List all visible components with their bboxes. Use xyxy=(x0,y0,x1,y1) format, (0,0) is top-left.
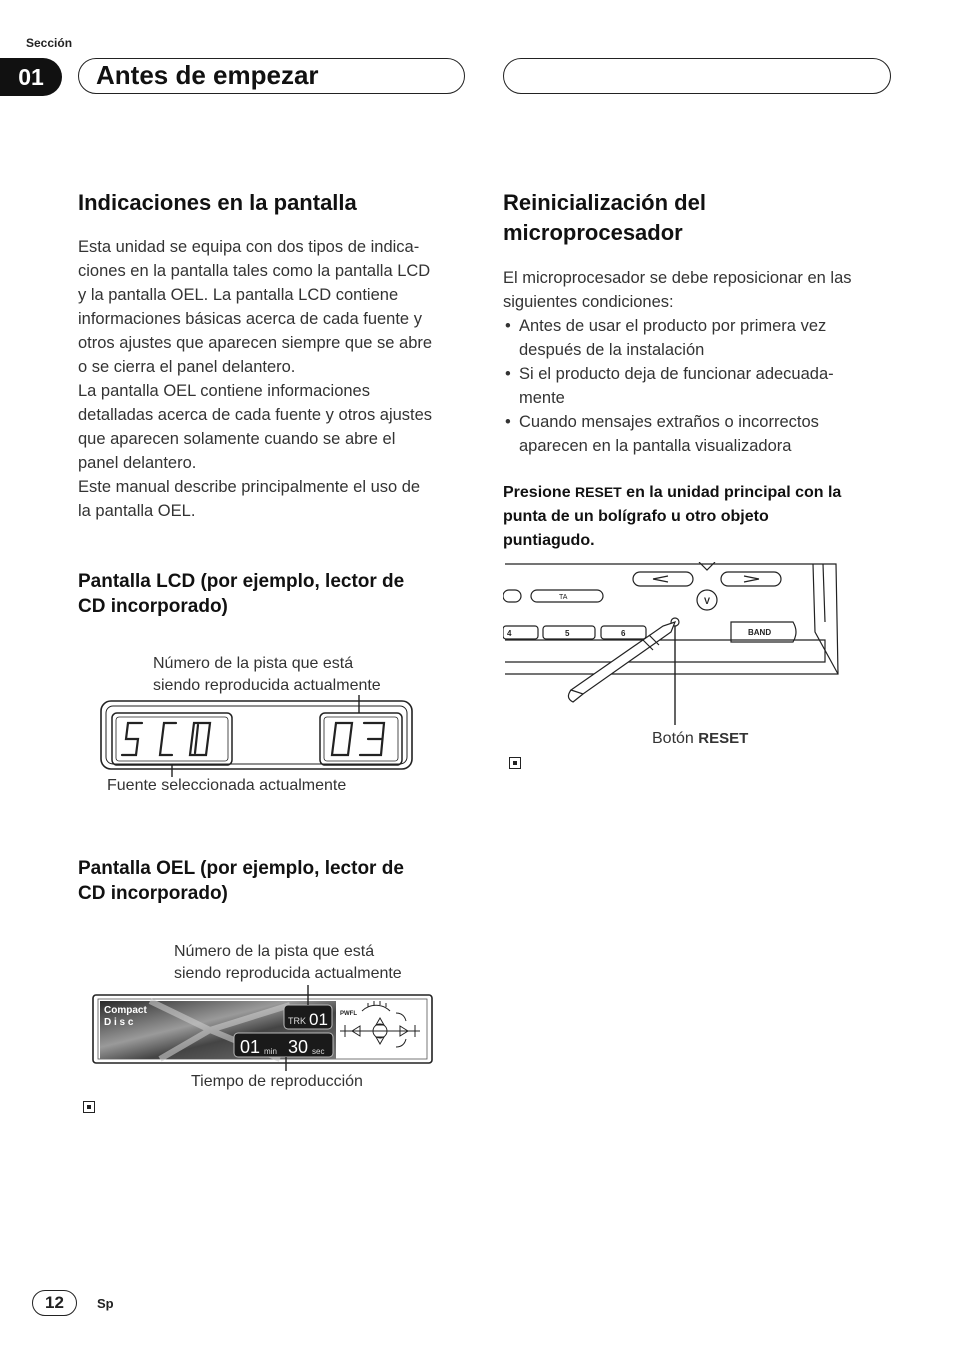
ta-label: TA xyxy=(559,594,568,601)
instruction-text: en la unidad principal con la xyxy=(621,484,842,501)
key-label: 6 xyxy=(621,629,626,638)
text-line: El microprocesador se debe reposicionar en las xyxy=(503,269,852,287)
reset-instruction xyxy=(503,480,893,553)
right-body xyxy=(503,266,898,458)
section-label: Sección xyxy=(26,36,73,50)
blank-title-frame xyxy=(503,58,891,94)
cd-logo-text: Compact xyxy=(104,1005,147,1016)
pwfl-label: PWFL xyxy=(340,1011,357,1017)
left-body xyxy=(78,235,468,523)
oel-caption-bottom: Tiempo de reproducción xyxy=(191,1073,363,1090)
sec-label: sec xyxy=(312,1047,325,1056)
condition-list xyxy=(503,314,898,458)
end-mark-icon xyxy=(83,1101,95,1113)
key-label: 5 xyxy=(565,629,570,638)
lcd-heading-line: Pantalla LCD (por ejemplo, lector de xyxy=(78,571,405,592)
caption-line: Número de la pista que está xyxy=(174,943,375,960)
text-line: • Si el producto deja de funcionar adecuada- xyxy=(519,365,834,383)
oel-caption-top xyxy=(174,941,402,985)
lcd-heading xyxy=(78,569,404,619)
trk-label: TRK xyxy=(288,1016,306,1026)
text-line: y la pantalla OEL. La pantalla LCD contiene xyxy=(78,286,399,304)
lcd-caption-bottom: Fuente seleccionada actualmente xyxy=(107,777,347,794)
instruction-line: puntiagudo. xyxy=(503,532,595,549)
cd-logo-text: D i s c xyxy=(104,1017,134,1028)
oel-heading xyxy=(78,856,404,906)
lcd-display-illustration xyxy=(98,695,416,777)
trk-value: 01 xyxy=(309,1010,328,1029)
text-line: informaciones básicas acerca de cada fuente y xyxy=(78,310,422,328)
text-line: La pantalla OEL contiene informaciones xyxy=(78,382,370,400)
caption-line: siendo reproducida actualmente xyxy=(174,965,402,982)
caption-line: Número de la pista que está xyxy=(153,655,354,672)
oel-heading-line: CD incorporado) xyxy=(78,883,228,904)
caption-line: siendo reproducida actualmente xyxy=(153,677,381,694)
caption-text: Botón xyxy=(652,730,699,747)
reset-caption xyxy=(652,728,748,750)
text-line: ciones en la pantalla tales como la pantalla LCD xyxy=(78,262,431,280)
page-title: Antes de empezar xyxy=(96,60,319,90)
text-line: aparecen en la pantalla visualizadora xyxy=(519,437,792,455)
text-line: Este manual describe principalmente el uso de xyxy=(78,478,421,496)
reset-keyword: RESET xyxy=(698,730,749,747)
text-line: que aparecen solamente cuando se abre el xyxy=(78,430,396,448)
text-line: siguientes condiciones: xyxy=(503,293,674,311)
list-item xyxy=(503,362,898,410)
instruction-line: punta de un bolígrafo u otro objeto xyxy=(503,508,769,525)
right-heading xyxy=(503,188,706,248)
left-heading: Indicaciones en la pantalla xyxy=(78,190,357,215)
text-line: detalladas acerca de cada fuente y otros ajustes xyxy=(78,406,433,424)
section-number: 01 xyxy=(0,58,62,96)
text-line: Esta unidad se equipa con dos tipos de indica- xyxy=(78,238,420,256)
oel-display-illustration xyxy=(90,985,435,1071)
instruction-line xyxy=(503,480,893,505)
list-item xyxy=(503,410,898,458)
lcd-caption-top xyxy=(153,653,381,697)
text-line: después de la instalación xyxy=(519,341,705,359)
end-mark-icon xyxy=(509,757,521,769)
text-line: otros ajustes que aparecen siempre que se abre xyxy=(78,334,433,352)
band-label: BAND xyxy=(748,628,772,637)
lcd-heading-line: CD incorporado) xyxy=(78,596,228,617)
min-value: 01 xyxy=(240,1037,261,1057)
instruction-text: Presione xyxy=(503,484,576,501)
text-line: mente xyxy=(519,389,565,407)
sec-value: 30 xyxy=(288,1037,309,1057)
oel-heading-line: Pantalla OEL (por ejemplo, lector de xyxy=(78,858,404,879)
list-item xyxy=(503,314,898,362)
text-line: panel delantero. xyxy=(78,454,197,472)
v-label: V xyxy=(704,596,711,606)
min-label: min xyxy=(264,1047,277,1056)
head-unit-illustration xyxy=(503,562,843,727)
key-label: 4 xyxy=(507,629,512,638)
text-line: la pantalla OEL. xyxy=(78,502,196,520)
text-line: • Cuando mensajes extraños o incorrectos xyxy=(519,413,819,431)
text-line: o se cierra el panel delantero. xyxy=(78,358,296,376)
language-code: Sp xyxy=(97,1296,114,1311)
page-number: 12 xyxy=(32,1290,77,1316)
right-heading-line: Reinicialización del xyxy=(503,190,706,215)
text-line: • Antes de usar el producto por primera vez xyxy=(519,317,827,335)
reset-keyword: RESET xyxy=(575,484,622,500)
right-heading-line: microprocesador xyxy=(503,220,683,245)
